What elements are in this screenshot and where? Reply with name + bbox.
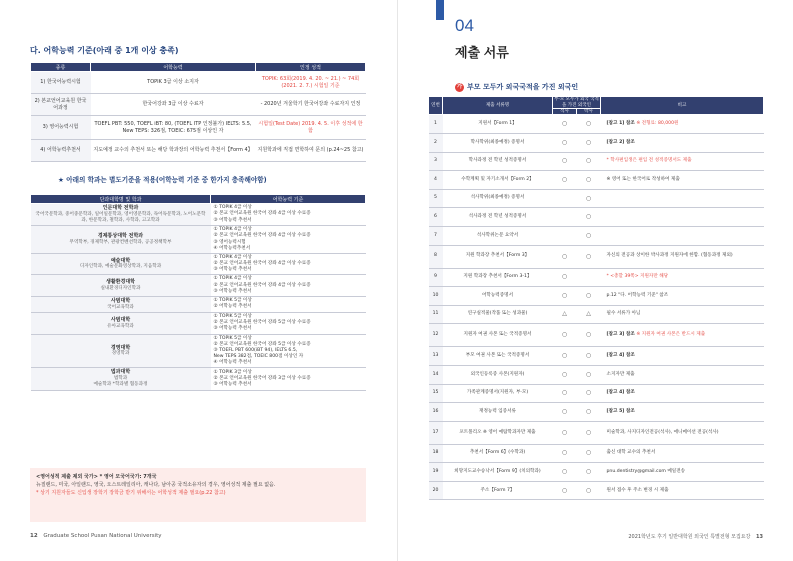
cell-criteria [211, 275, 366, 297]
star-icon: ★ [58, 176, 67, 184]
college-name: 사범대학 [110, 298, 131, 304]
cell-doctor-mark: ○ [577, 226, 601, 245]
page-number: 12 [30, 533, 38, 539]
cell-college [31, 253, 211, 275]
table-row [429, 463, 764, 482]
cell-type: 2) 본교언어교육원 한국어과정 [31, 94, 91, 116]
department-list: 예술학과 *학과별 협동과정 [93, 382, 148, 388]
cell-remark [601, 245, 764, 268]
criteria-item: ② 본교 언어교육원 한국어 강좌 5급 이상 수료증 [213, 341, 311, 347]
cell-master-mark: ○ [553, 287, 577, 306]
cell-criteria [211, 297, 366, 313]
cell-ability: TOPIK 3급 이상 소지자 [91, 72, 256, 94]
col-header-remark: 비고 [601, 97, 764, 115]
cell-number: 12 [429, 324, 443, 347]
cell-number: 2 [429, 133, 443, 152]
table-row [429, 347, 764, 366]
remark-text: 원서 접수 후 주소 변경 시 제출 [606, 487, 669, 493]
note-heading: <영어성적 제출 제외 국가> * 영어 모국어국가: 7개국 [36, 474, 157, 480]
cell-number: 19 [429, 463, 443, 482]
chapter-number: 04 [455, 16, 474, 35]
criteria-item: ① TOPIK 4급 이상 [213, 227, 252, 233]
table-row [429, 403, 764, 422]
table-row [429, 171, 764, 190]
cell-doctor-mark: ○ [577, 171, 601, 190]
cell-remark [601, 171, 764, 190]
note-line: 뉴질랜드, 미국, 아일랜드, 영국, 오스트레일리아, 캐나다, 남아공 국적소유자의 경우, 영어성적 제출 필요 없음. [36, 482, 276, 488]
table-row [31, 253, 366, 275]
criteria-item: New TEPS 382점, TOEIC 800점 이상인 자 [213, 354, 304, 360]
criteria-item: ① TOPIK 4급 이상 [213, 205, 252, 211]
cell-doctor-mark: ○ [577, 365, 601, 384]
col-header-recognized: 인정 성적 [256, 63, 366, 72]
footer-text: 2021학년도 후기 일반대학원 외국인 특별전형 모집요강 [628, 534, 751, 540]
cell-ability: 한국어강좌 3급 이상 수료자 [91, 94, 256, 116]
left-page [0, 0, 396, 561]
cell-remark [601, 324, 764, 347]
cell-doctor-mark: ○ [577, 403, 601, 422]
cell-master-mark: ○ [553, 421, 577, 444]
cell-recognized: TOPIK: 63회(2019. 4. 20. ~ 21.) ~ 74회(2021. 2. 7.) 시험일 기준 [256, 72, 366, 94]
remark-highlight: ※ 지원자 여권 사본은 반드시 제출 [636, 332, 706, 338]
cell-remark [601, 287, 764, 306]
criteria-item: ① TOPIK 3급 이상 [213, 369, 252, 375]
cell-college [31, 368, 211, 390]
cell-document: 재정능력 입증서류 [443, 403, 553, 422]
cell-master-mark: ○ [553, 245, 577, 268]
table-row [31, 368, 366, 390]
cell-document: 석사과정 전 학년 성적증명서 [443, 208, 553, 227]
criteria-item: ② 본교 언어교육원 한국어 강좌 4급 이상 수료증 [213, 261, 311, 267]
cell-remark [601, 305, 764, 324]
cell-doctor-mark: △ [577, 305, 601, 324]
department-list: 실내환경디자인학과 [100, 286, 141, 291]
table-row [429, 189, 764, 208]
cell-remark [601, 365, 764, 384]
cell-criteria [211, 204, 366, 226]
remark-highlight: * 학사편입생은 편입 전 성적증명서도 제출 [606, 158, 692, 164]
department-list: 국어국문학과, 중어중문학과, 일어일문학과, 영어영문학과, 독어독문학과, 노어노문학과, 한문학과, 철학과, 사학과, 고고학과 [35, 211, 206, 223]
cell-document: 외국인등록증 사본(지원자) [443, 365, 553, 384]
table-row [429, 133, 764, 152]
remark-text: [참고 4] 참조 [606, 353, 635, 359]
cell-number: 16 [429, 403, 443, 422]
cell-number: 6 [429, 208, 443, 227]
cell-doctor-mark: ○ [577, 384, 601, 403]
table-row [31, 275, 366, 297]
footer-right [628, 533, 763, 540]
cell-remark [601, 208, 764, 227]
table-row [429, 481, 764, 500]
table-row [31, 334, 366, 368]
college-name: 경제통상대학 전학과 [97, 233, 144, 240]
cell-remark [601, 133, 764, 152]
cell-number: 5 [429, 189, 443, 208]
cell-remark [601, 403, 764, 422]
col-header-college: 단과대학명 및 학과 [31, 195, 211, 204]
cell-remark [601, 152, 764, 171]
cell-type: 4) 어학능력추천서 [31, 140, 91, 162]
page-number: 13 [756, 534, 763, 540]
col-header-group: 부·모 모두가 외국 국적을 가진 외국인 [554, 97, 599, 108]
table-row [31, 297, 366, 313]
department-list: 법학과 [113, 376, 128, 382]
table-row [31, 312, 366, 334]
remark-text: 출신 대학 교수의 추천서 [606, 450, 656, 456]
cell-document: 희망지도교수승낙서【Form 9】(치의학과) [443, 463, 553, 482]
cell-document: 지원 학과장 추천서【Form 3】 [443, 245, 553, 268]
remark-text: 자신의 전공과 상이한 박사과정 지원자에 한함. (협동과정 제외) [606, 253, 733, 259]
cell-remark [601, 226, 764, 245]
cell-remark [601, 463, 764, 482]
table-row [429, 444, 764, 463]
chapter-title: 제출 서류 [455, 45, 509, 60]
criteria-item: ① TOPIK 5급 이상 [213, 335, 252, 341]
college-name: 경영대학 [110, 344, 131, 351]
sub-title [455, 82, 578, 92]
criteria-item: ② 본교 언어교육원 한국어 강좌 4급 이상 수료증 [213, 233, 311, 239]
cell-number: 20 [429, 481, 443, 500]
cell-doctor-mark: ○ [577, 152, 601, 171]
criteria-item: ① TOPIK 5급 이상 [213, 298, 252, 304]
table-row [429, 421, 764, 444]
cell-doctor-mark: ○ [577, 421, 601, 444]
table-row [429, 208, 764, 227]
college-name: 인문대학 전학과 [102, 205, 139, 211]
cell-college [31, 204, 211, 226]
language-criteria-table [30, 62, 366, 162]
cell-remark [601, 481, 764, 500]
table-row [429, 226, 764, 245]
table-row [31, 140, 366, 162]
remark-text: [참고 4] 참조 [606, 390, 635, 396]
cell-document: 지원 학과장 추천서【Form 3-1】 [443, 268, 553, 287]
cell-doctor-mark: ○ [577, 463, 601, 482]
cell-doctor-mark: ○ [577, 245, 601, 268]
table-row [31, 94, 366, 116]
cell-number: 14 [429, 365, 443, 384]
cell-type: 3) 영어능력시험 [31, 116, 91, 140]
criteria-item: ③ 어학능력 추천서 [213, 288, 252, 294]
cell-number: 15 [429, 384, 443, 403]
criteria-item: ② 본교 언어교육원 한국어 강좌 4급 이상 수료증 [213, 211, 311, 217]
chapter-tab-marker [436, 0, 444, 20]
cell-criteria [211, 226, 366, 254]
criteria-item: ① TOPIK 4급 이상 [213, 276, 252, 282]
table-row [31, 116, 366, 140]
cell-document: 석사학위(최종예정) 증명서 [443, 189, 553, 208]
cell-doctor-mark: ○ [577, 115, 601, 134]
department-list: 유아교육학과 [107, 323, 134, 329]
table-row [429, 115, 764, 134]
cell-master-mark: ○ [553, 171, 577, 190]
cell-master-mark [553, 189, 577, 208]
col-header-doc: 제출 서류명 [443, 97, 553, 115]
cell-master-mark: △ [553, 305, 577, 324]
cell-number: 1 [429, 115, 443, 134]
table-row [429, 287, 764, 306]
remark-text: 필수 서류가 아님 [606, 311, 641, 317]
college-name: 생활환경대학 [106, 279, 135, 286]
cell-doctor-mark: ○ [577, 133, 601, 152]
criteria-item: ③ 어학능력 추천서 [213, 267, 252, 273]
footer-left [30, 533, 162, 539]
cell-remark [601, 115, 764, 134]
table-row [429, 384, 764, 403]
cell-document: 연구실적물(작품 또는 성과물) [443, 305, 553, 324]
cell-master-mark: ○ [553, 444, 577, 463]
cell-doctor-mark: ○ [577, 208, 601, 227]
criteria-item: ② 본교 언어교육원 한국어 강좌 4급 이상 수료증 [213, 282, 311, 288]
section-title-language: 다. 어학능력 기준(아래 중 1개 이상 충족) [30, 46, 179, 55]
cell-number: 17 [429, 421, 443, 444]
remark-highlight: * <총할 39쪽> 지원자만 해당 [606, 274, 669, 280]
col-header-no: 연번 [429, 97, 443, 115]
cell-master-mark: ○ [553, 268, 577, 287]
department-criteria-table [30, 194, 366, 391]
cell-master-mark: ○ [553, 133, 577, 152]
cell-college [31, 312, 211, 334]
cell-document: 부모 여권 사본 또는 국적증명서 [443, 347, 553, 366]
cell-remark [601, 384, 764, 403]
cell-remark [601, 347, 764, 366]
criteria-item: ② 본교 언어교육원 한국어 강좌 5급 이상 수료증 [213, 320, 311, 326]
cell-master-mark: ○ [553, 403, 577, 422]
cell-master-mark: ○ [553, 347, 577, 366]
college-name: 법과대학 [110, 369, 131, 376]
note-warning: * 상기 지원자들도 신입생 장학기 장학금 받기 위해서는 어학성적 제출 필요(p.22 참고) [36, 490, 226, 496]
table-row [31, 204, 366, 226]
remark-text: [참고 3] 참조 [606, 332, 635, 338]
cell-doctor-mark: ○ [577, 444, 601, 463]
department-list: 디자인학과, 예술문화영상학과, 지음학과 [79, 264, 162, 270]
remark-text: ※ 영어 또는 한국어로 작성하여 제출 [606, 176, 680, 182]
sub-title-text: 부모 모두가 외국국적을 가진 외국인 [467, 83, 579, 91]
remark-text: [참고 2] 참조 [606, 139, 635, 145]
cell-master-mark: ○ [553, 115, 577, 134]
remark-text: pnu.dentistry@gmail.com 메일전송 [606, 469, 686, 474]
cell-master-mark: ○ [553, 481, 577, 500]
cell-document: 가족관계증명서(지원자, 부·모) [443, 384, 553, 403]
cell-doctor-mark: ○ [577, 189, 601, 208]
table-row [429, 245, 764, 268]
cell-doctor-mark: ○ [577, 287, 601, 306]
footer-text: Graduate School Pusan National University [43, 533, 162, 539]
cell-doctor-mark: ○ [577, 481, 601, 500]
submission-documents-table [428, 96, 764, 500]
right-page [397, 0, 793, 561]
cell-recognized: 지원학과에 직접 면학하여 문의 (p.24~25 참고) [256, 140, 366, 162]
criteria-item: ① TOPIK 5급 이상 [213, 313, 252, 319]
col-header-master: 석사 [553, 109, 577, 115]
criteria-item: ② 어학능력 추천서 [213, 304, 252, 310]
table-row [429, 152, 764, 171]
cell-number: 4 [429, 171, 443, 190]
criteria-item: ② 본교 언어교육원 한국어 강좌 3급 이상 수료증 [213, 375, 311, 381]
col-header-doctor: 박사 [577, 109, 601, 115]
cell-ability: 지도예정 교수의 추천서 또는 해당 학과장의 어학능력 추천서【Form 4】 [91, 140, 256, 162]
cell-criteria [211, 253, 366, 275]
cell-number: 8 [429, 245, 443, 268]
cell-recognized: 시험일(Test Date) 2019. 4. 5. 이후 성적에 한함 [256, 116, 366, 140]
remark-text: 소지자만 제출 [606, 371, 635, 377]
cell-college [31, 226, 211, 254]
cell-remark [601, 268, 764, 287]
cell-document: 포트폴리오 ※ 영어 예탐학과자만 제출 [443, 421, 553, 444]
cell-number: 18 [429, 444, 443, 463]
cell-doctor-mark: ○ [577, 324, 601, 347]
cell-remark [601, 421, 764, 444]
cell-document: 학사과정 전 학년 성적증명서 [443, 152, 553, 171]
cell-criteria [211, 368, 366, 390]
department-list: 국어교육학과 [107, 304, 134, 310]
cell-doctor-mark: ○ [577, 347, 601, 366]
col-header-criteria: 어학능력 기준 [211, 195, 366, 204]
cell-master-mark [553, 208, 577, 227]
cell-college [31, 275, 211, 297]
special-criteria-note: ★ 아래의 학과는 별도기준을 적용(어학능력 기준 중 한가지 충족해야함) [58, 176, 267, 184]
cell-number: 9 [429, 268, 443, 287]
cell-master-mark: ○ [553, 365, 577, 384]
cell-remark [601, 444, 764, 463]
cell-document: 학사학위(최종예정) 증명서 [443, 133, 553, 152]
cell-college [31, 334, 211, 368]
col-header-type: 종류 [31, 63, 91, 72]
criteria-item: ④ 어학능력 추천서 [213, 360, 252, 366]
cell-document: 주소【Form 7】 [443, 481, 553, 500]
english-exemption-note [30, 468, 366, 522]
cell-document: 석사학위논문 요약서 [443, 226, 553, 245]
cell-master-mark: ○ [553, 152, 577, 171]
criteria-item: ③ 영어능력시험 [213, 239, 246, 245]
cell-master-mark: ○ [553, 463, 577, 482]
remark-text: 미술학과, 사지디자인전공(석사), 애니메이션 전공(석사) [606, 429, 719, 435]
cell-document: 어학능력증명서 [443, 287, 553, 306]
department-list: 경영학과 [111, 351, 130, 357]
cell-number: 3 [429, 152, 443, 171]
cell-master-mark [553, 226, 577, 245]
table-row [429, 324, 764, 347]
remark-text: p.12 "다. 어학능력 기준" 참조 [606, 292, 669, 298]
cell-criteria [211, 334, 366, 368]
cell-type: 1) 한국어능력시험 [31, 72, 91, 94]
college-name: 예술대학 [110, 257, 131, 264]
cell-doctor-mark [577, 268, 601, 287]
cell-ability: TOEFL PBT: 550, TOEFL iBT: 80, (TOEFL ITP 인정불가) IELTS: 5.5, New TEPS: 326점, TOEIC: 675점 이상인 자 [91, 116, 256, 140]
cell-criteria [211, 312, 366, 334]
college-name: 사범대학 [110, 316, 131, 323]
criteria-item: ③ TOEFL PBT 600(iBT 94), IELTS 6.5, [213, 347, 298, 353]
cell-master-mark: ○ [553, 324, 577, 347]
sub-title-badge: 가 [456, 83, 463, 90]
criteria-item: ③ 어학능력 추천서 [213, 382, 252, 388]
cell-remark [601, 189, 764, 208]
table-row [429, 305, 764, 324]
criteria-item: ④ 어학능력추천서 [213, 245, 251, 251]
remark-highlight: ※ 전형료: 80,000원 [636, 121, 679, 127]
cell-document: 수학계획 및 자기소개서【Form 2】 [443, 171, 553, 190]
cell-number: 7 [429, 226, 443, 245]
department-list: 무역학부, 경제학부, 관광컨벤션학과, 공공정책학부 [69, 239, 172, 245]
remark-text: [참고 1] 참조 [606, 121, 635, 127]
cell-number: 10 [429, 287, 443, 306]
table-row [429, 365, 764, 384]
cell-document: 지원자 여권 사본 또는 국적증명서 [443, 324, 553, 347]
cell-number: 11 [429, 305, 443, 324]
table-row [429, 268, 764, 287]
criteria-item: ③ 어학능력 추천서 [213, 217, 252, 223]
criteria-item: ① TOPIK 4급 이상 [213, 254, 252, 260]
col-header-ability: 어학능력 [91, 63, 256, 72]
criteria-item: ③ 어학능력 추천서 [213, 326, 252, 332]
remark-text: [참고 5] 참조 [606, 408, 635, 414]
cell-master-mark: ○ [553, 384, 577, 403]
table-row [31, 72, 366, 94]
cell-recognized: - 2020년 겨울학기 한국어강좌 수료자지 인정 [256, 94, 366, 116]
cell-document: 지원서【Form 1】 [443, 115, 553, 134]
cell-document: 추천서【Form 6】(수학과) [443, 444, 553, 463]
cell-number: 13 [429, 347, 443, 366]
table-row [31, 226, 366, 254]
cell-college [31, 297, 211, 313]
